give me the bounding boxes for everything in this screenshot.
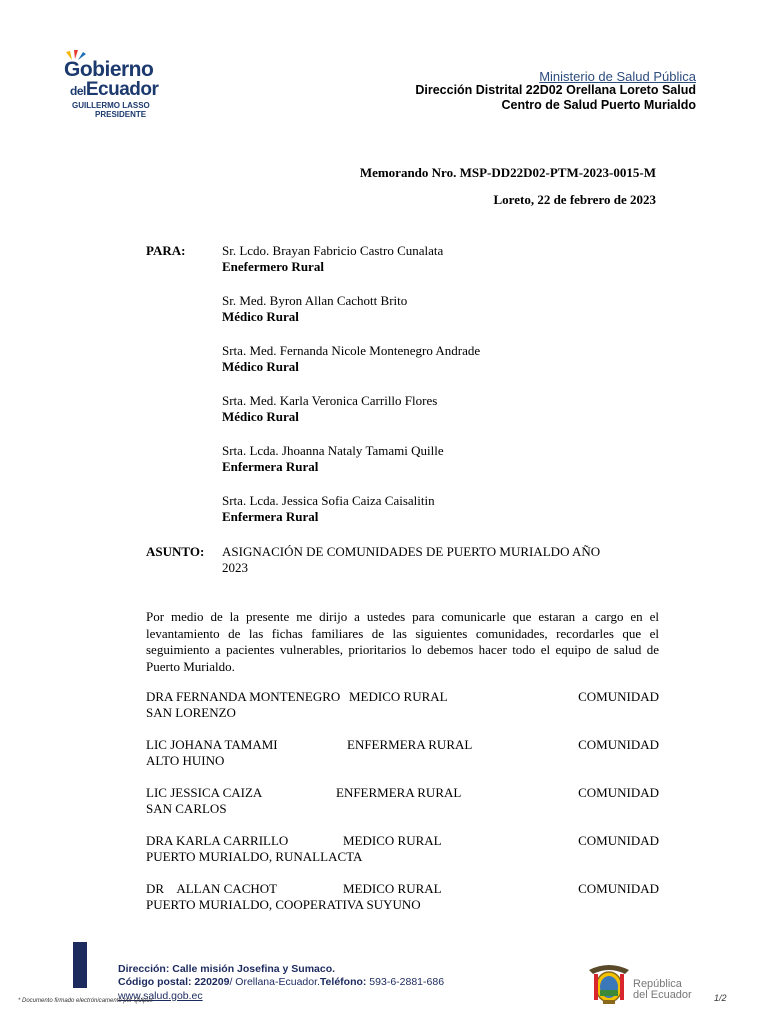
footer-website-link[interactable]: www.salud.gob.ec <box>118 990 203 1002</box>
logo-president-title: PRESIDENTE <box>95 110 147 119</box>
recipient-role: Médico Rural <box>222 409 299 424</box>
assignment-row <box>146 785 659 817</box>
recipient-role: Médico Rural <box>222 309 299 324</box>
asunto-line-2: 2023 <box>222 560 248 575</box>
assignment-community: PUERTO MURIALDO, RUNALLACTA <box>146 849 363 864</box>
recipient-role: Enfermera Rural <box>222 459 319 474</box>
recipient-role: Enefermero Rural <box>222 259 324 274</box>
logo-title: Gobierno <box>64 58 154 81</box>
footer-postal: Código postal: 220209/ Orellana-Ecuador.Teléfono: 593-6-2881-686 <box>118 976 445 988</box>
assignment-role: ENFERMERA RURAL <box>336 785 462 800</box>
recipient-name: Sr. Med. Byron Allan Cachott Brito <box>222 293 408 308</box>
assignment-community: PUERTO MURIALDO, COOPERATIVA SUYUNO <box>146 897 421 912</box>
assignment-row <box>146 689 659 721</box>
assignment-role: MEDICO RURAL <box>349 689 448 704</box>
recipient-name: Sr. Lcdo. Brayan Fabricio Castro Cunalata <box>222 243 444 258</box>
recipient-role: Médico Rural <box>222 359 299 374</box>
recipient-name: Srta. Lcda. Jessica Sofia Caiza Caisalitin <box>222 493 435 508</box>
assignment-community-label: COMUNIDAD <box>578 881 659 896</box>
memo-body: Por medio de la presente me dirijo a ustedes para comunicarle que estaran a cargo en el levantamiento de las fichas familiares de las siguientes comunidades, recordarles que el seguimiento a pacientes vulnerables, prioritarios lo debemos hacer todo el equipo de salud de Puerto Murialdo. <box>146 609 659 674</box>
assignment-person: DR ALLAN CACHOT <box>146 881 278 896</box>
gobierno-logo <box>62 48 182 120</box>
recipient-name: Srta. Med. Karla Veronica Carrillo Flores <box>222 393 438 408</box>
para-label: PARA: <box>146 243 186 258</box>
assignment-row <box>146 881 659 913</box>
logo-subtitle: delEcuador <box>70 79 159 100</box>
assignment-person: LIC JESSICA CAIZA <box>146 785 263 800</box>
asunto-label: ASUNTO: <box>146 544 205 559</box>
assignment-person: DRA KARLA CARRILLO <box>146 833 289 848</box>
republica-del-ecuador-text: República del Ecuador <box>633 978 692 1001</box>
assignment-role: MEDICO RURAL <box>343 833 442 848</box>
assignment-community: ALTO HUINO <box>146 753 225 768</box>
footer-address: Dirección: Calle misión Josefina y Sumaco. <box>118 963 336 975</box>
ecuador-coat-of-arms-icon <box>585 960 633 1006</box>
assignment-community-label: COMUNIDAD <box>578 833 659 848</box>
assignment-community: SAN LORENZO <box>146 705 236 720</box>
asunto-line-1: ASIGNACIÓN DE COMUNIDADES DE PUERTO MURIALDO AÑO <box>222 544 601 559</box>
header-district: Dirección Distrital 22D02 Orellana Loreto Salud <box>415 83 696 97</box>
recipient-name: Srta. Med. Fernanda Nicole Montenegro Andrade <box>222 343 481 358</box>
recipient-role: Enfermera Rural <box>222 509 319 524</box>
footer-signed-note: * Documento firmado electrónicamente por Quipux <box>18 998 153 1004</box>
assignment-person: LIC JOHANA TAMAMI <box>146 737 278 752</box>
memo-date: Loreto, 22 de febrero de 2023 <box>493 192 656 207</box>
assignment-community-label: COMUNIDAD <box>578 689 659 704</box>
header-center: Centro de Salud Puerto Murialdo <box>501 98 696 112</box>
footer-accent-bar <box>73 942 87 988</box>
assignment-community-label: COMUNIDAD <box>578 737 659 752</box>
memo-number: Memorando Nro. MSP-DD22D02-PTM-2023-0015-M <box>359 165 656 180</box>
recipient-name: Srta. Lcda. Jhoanna Nataly Tamami Quille <box>222 443 444 458</box>
header-ministry: Ministerio de Salud Pública <box>539 69 696 84</box>
assignment-role: ENFERMERA RURAL <box>347 737 473 752</box>
assignment-row <box>146 833 659 865</box>
assignment-person: DRA FERNANDA MONTENEGRO <box>146 689 341 704</box>
page-number: 1/2 <box>714 993 727 1003</box>
assignment-row <box>146 737 659 769</box>
assignment-community: SAN CARLOS <box>146 801 227 816</box>
assignment-community-label: COMUNIDAD <box>578 785 659 800</box>
assignment-role: MEDICO RURAL <box>343 881 442 896</box>
logo-president-name: GUILLERMO LASSO <box>72 101 150 110</box>
